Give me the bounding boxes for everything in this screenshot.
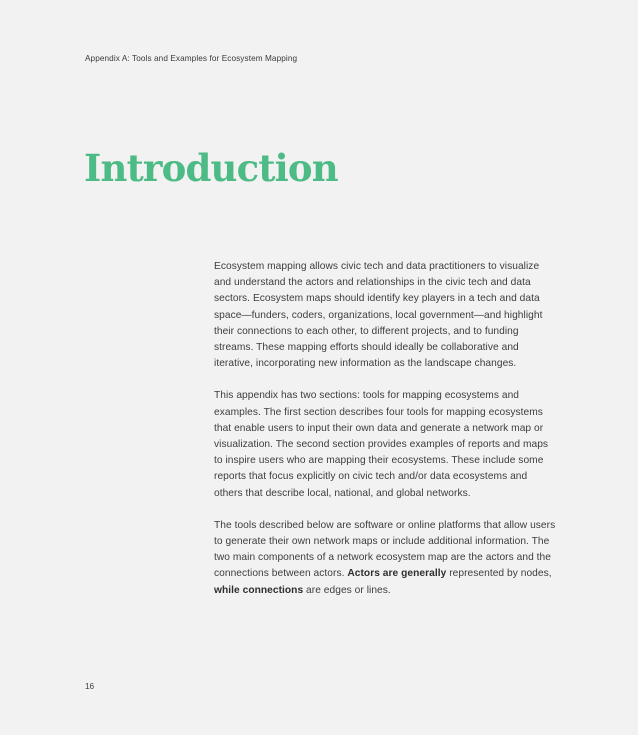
bold-phrase: while connections xyxy=(214,584,304,596)
text-line: space—funders, coders, organizations, local government—and highlight xyxy=(214,309,543,321)
body-text xyxy=(214,259,586,615)
bold-phrase: Actors are generally xyxy=(347,568,447,580)
text-line: Ecosystem mapping allows civic tech and data practitioners to visualize xyxy=(214,261,540,272)
page-title: Introduction xyxy=(84,146,338,190)
text-line: to inspire users who are mapping their ecosystems. These include some xyxy=(214,455,544,467)
text-line: others that describe local, national, and global networks. xyxy=(214,487,471,499)
text-line xyxy=(214,566,586,582)
text-line: examples. The first section describes four tools for mapping ecosystems xyxy=(214,406,543,418)
paragraph-tools xyxy=(214,518,586,599)
text-line: streams. These mapping efforts should ideally be collaborative and xyxy=(214,342,519,354)
text-line: sectors. Ecosystem maps should identify key players in a tech and data xyxy=(214,293,540,305)
text-line: This appendix has two sections: tools for mapping ecosystems and xyxy=(214,390,520,402)
text-run: represented by nodes, xyxy=(446,568,552,580)
page-number: 16 xyxy=(85,682,95,691)
paragraph-intro xyxy=(214,259,586,372)
text-line: reports that focus explicitly on civic tech and/or data ecosystems and xyxy=(214,471,528,483)
text-line: their connections to each other, to different projects, and to funding xyxy=(214,325,519,337)
text-run: are edges or lines. xyxy=(303,584,391,596)
text-line xyxy=(214,583,586,599)
text-line: visualization. The second section provides examples of reports and maps xyxy=(214,439,549,451)
paragraph-sections xyxy=(214,388,586,501)
text-line: and understand the actors and relationships in the civic tech and data xyxy=(214,277,531,289)
running-header: Appendix A: Tools and Examples for Ecosystem Mapping xyxy=(85,54,298,63)
text-run: connections between actors. xyxy=(214,568,348,580)
text-line: The tools described below are software or online platforms that allow users xyxy=(214,519,556,531)
text-line: that enable users to input their own data and generate a network map or xyxy=(214,422,544,434)
text-line: two main components of a network ecosystem map are the actors and the xyxy=(214,552,551,564)
text-line: iterative, incorporating new information as the landscape changes. xyxy=(214,358,517,370)
text-line: to generate their own network maps or include additional information. The xyxy=(214,536,550,548)
